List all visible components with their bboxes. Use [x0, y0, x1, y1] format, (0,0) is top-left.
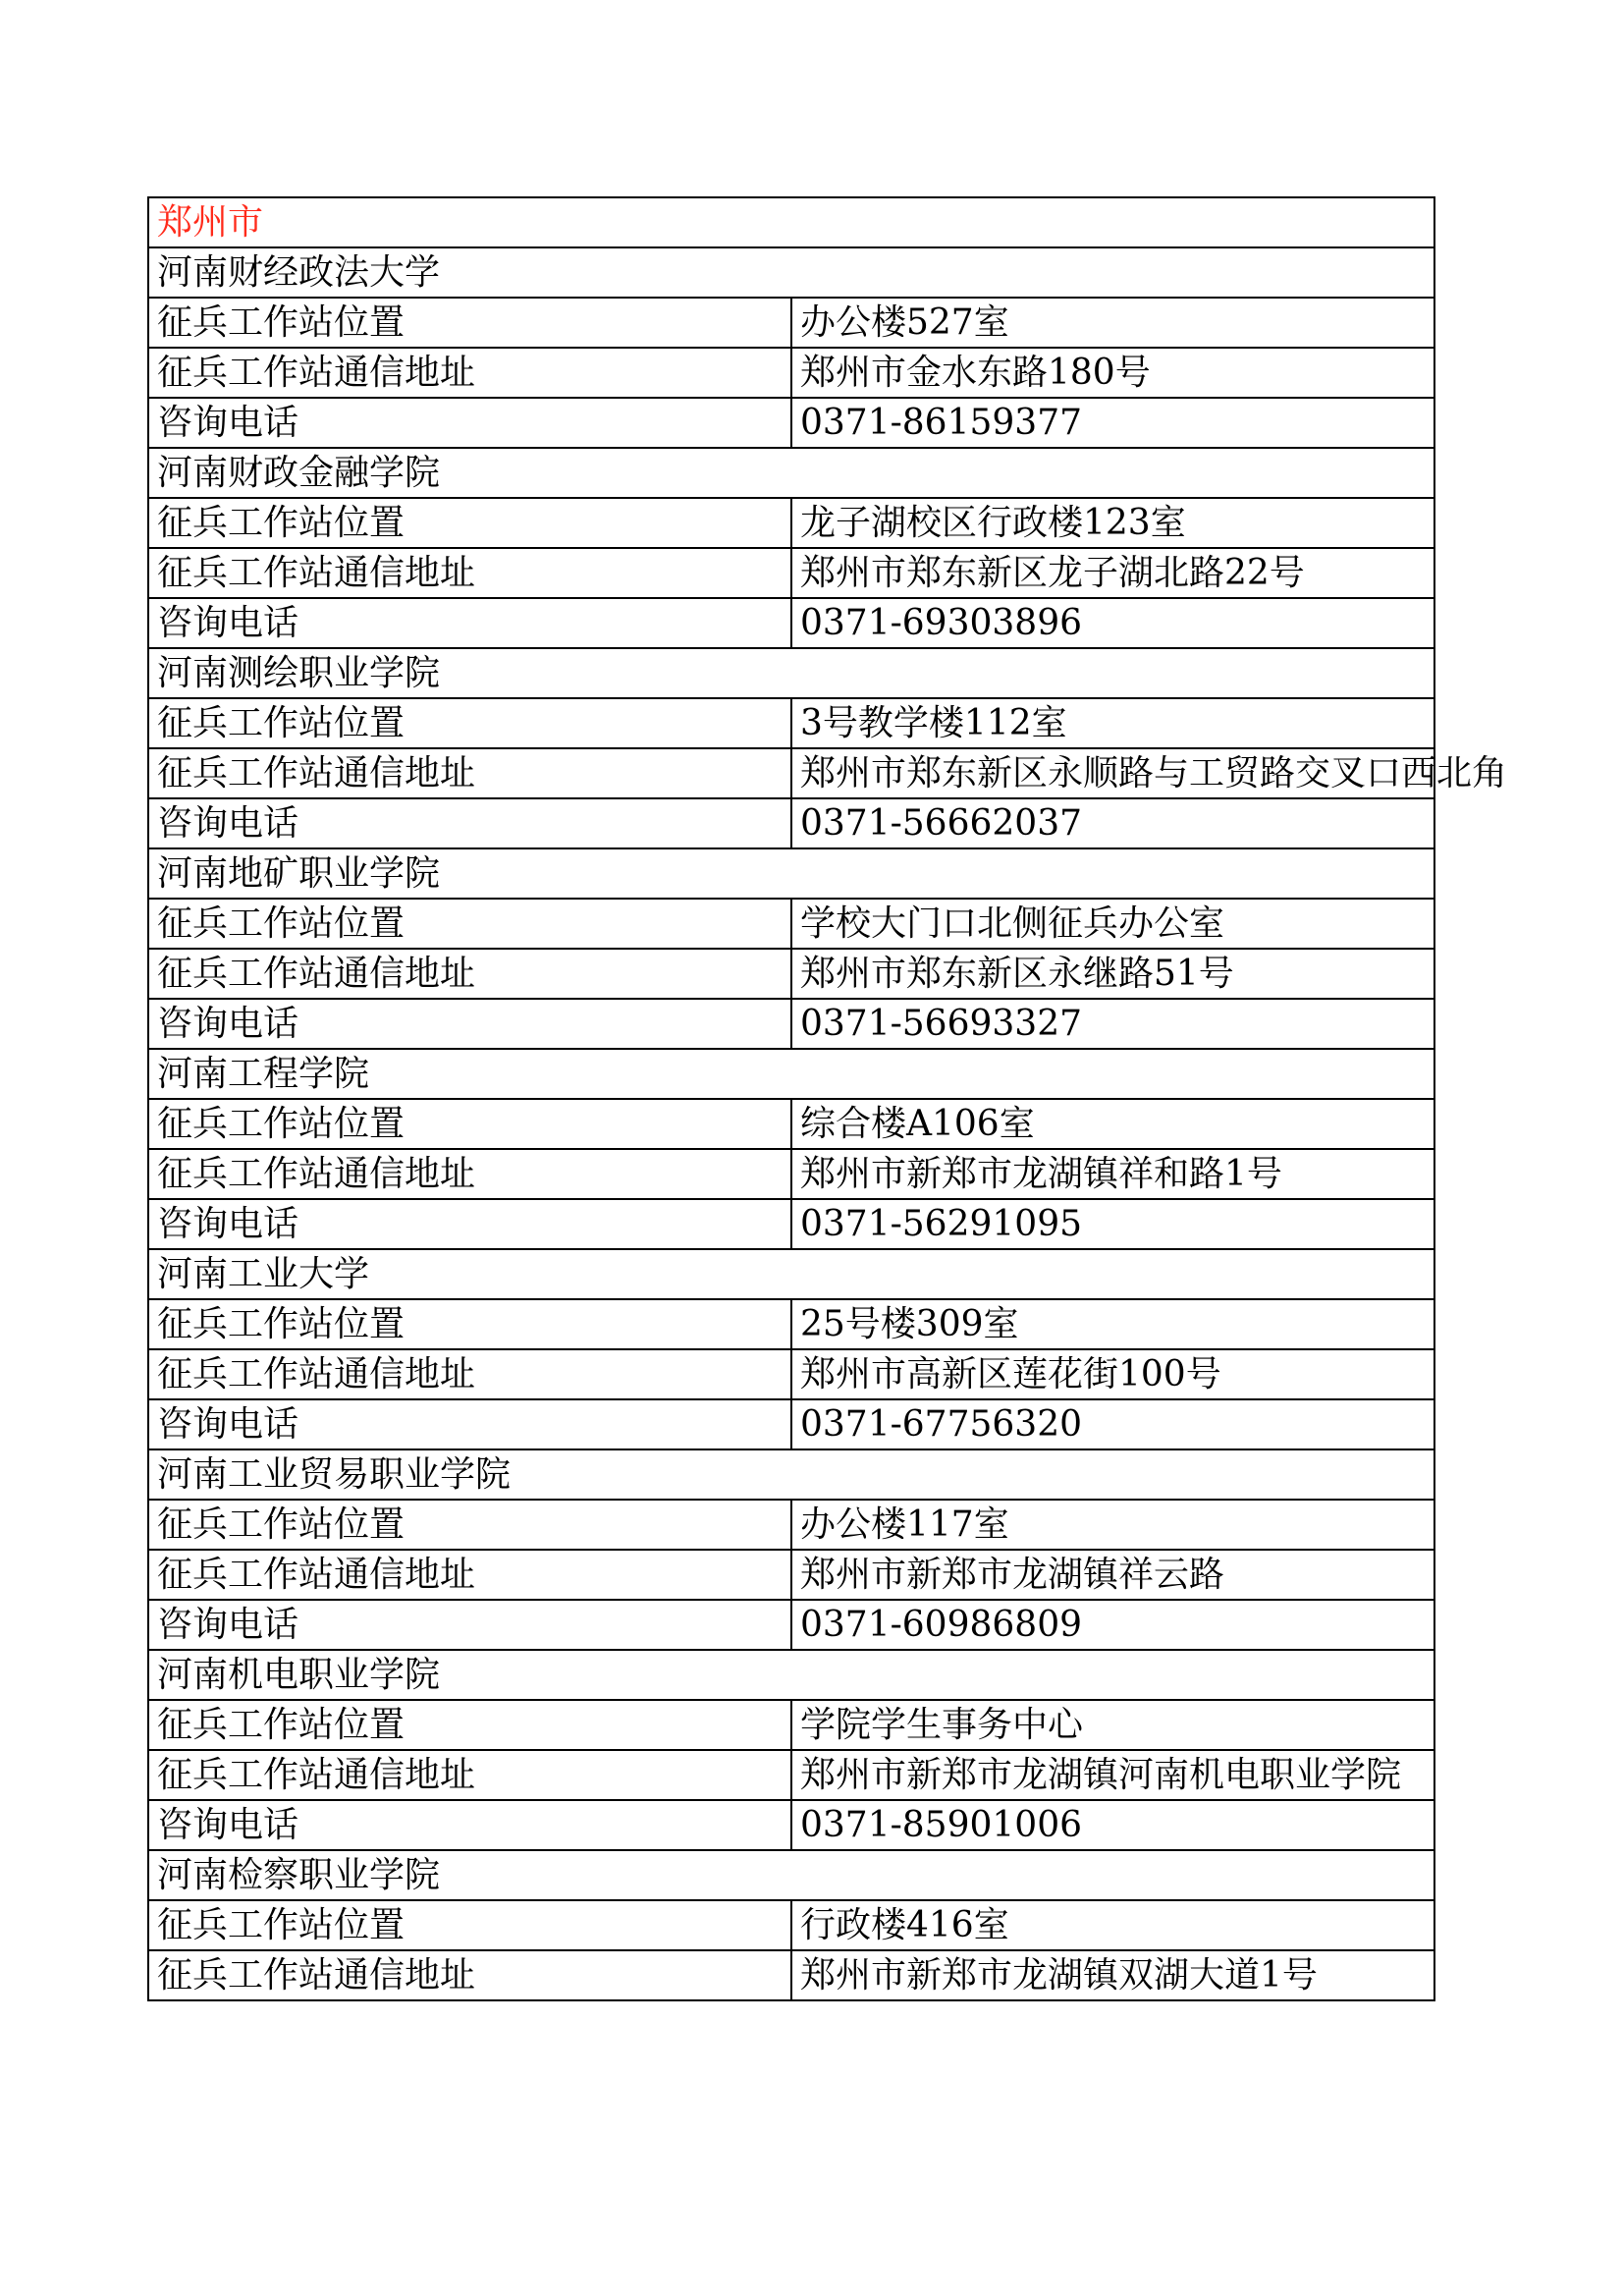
location-value: 学校大门口北侧征兵办公室 — [791, 899, 1434, 949]
school-location-row — [148, 1500, 1434, 1550]
address-value: 郑州市新郑市龙湖镇祥云路 — [791, 1550, 1434, 1600]
address-value: 郑州市金水东路180号 — [791, 348, 1434, 398]
school-name: 河南财经政法大学 — [148, 247, 1434, 298]
school-phone-row — [148, 1199, 1434, 1249]
address-label: 征兵工作站通信地址 — [148, 1950, 791, 2000]
phone-label: 咨询电话 — [148, 999, 791, 1049]
location-value: 办公楼527室 — [791, 298, 1434, 348]
location-label: 征兵工作站位置 — [148, 1900, 791, 1950]
address-value: 郑州市新郑市龙湖镇双湖大道1号 — [791, 1950, 1434, 2000]
location-label: 征兵工作站位置 — [148, 1700, 791, 1750]
address-value: 郑州市郑东新区龙子湖北路22号 — [791, 548, 1434, 598]
address-label: 征兵工作站通信地址 — [148, 748, 791, 798]
address-value: 郑州市新郑市龙湖镇河南机电职业学院 — [791, 1750, 1434, 1800]
school-name: 河南地矿职业学院 — [148, 848, 1434, 899]
phone-label: 咨询电话 — [148, 598, 791, 648]
school-location-row — [148, 1700, 1434, 1750]
location-label: 征兵工作站位置 — [148, 1099, 791, 1149]
school-name: 河南工程学院 — [148, 1049, 1434, 1099]
phone-label: 咨询电话 — [148, 1800, 791, 1850]
school-phone-row — [148, 1399, 1434, 1449]
phone-value: 0371-56662037 — [791, 798, 1434, 848]
school-phone-row — [148, 798, 1434, 848]
school-row — [148, 1049, 1434, 1099]
phone-value: 0371-69303896 — [791, 598, 1434, 648]
address-label: 征兵工作站通信地址 — [148, 1349, 791, 1399]
school-row — [148, 448, 1434, 498]
school-address-row — [148, 949, 1434, 999]
recruitment-station-sheet — [147, 196, 1508, 2001]
school-row — [148, 1650, 1434, 1700]
school-phone-row — [148, 999, 1434, 1049]
school-name: 河南工业贸易职业学院 — [148, 1449, 1434, 1500]
region-title: 郑州市 — [148, 197, 1434, 247]
school-location-row — [148, 1299, 1434, 1349]
phone-label: 咨询电话 — [148, 1600, 791, 1650]
phone-value: 0371-85901006 — [791, 1800, 1434, 1850]
location-value: 25号楼309室 — [791, 1299, 1434, 1349]
region-row — [148, 197, 1434, 247]
school-phone-row — [148, 398, 1434, 448]
school-name: 河南财政金融学院 — [148, 448, 1434, 498]
school-location-row — [148, 698, 1434, 748]
school-address-row — [148, 1750, 1434, 1800]
address-label: 征兵工作站通信地址 — [148, 1149, 791, 1199]
school-name: 河南机电职业学院 — [148, 1650, 1434, 1700]
location-value: 综合楼A106室 — [791, 1099, 1434, 1149]
school-phone-row — [148, 1600, 1434, 1650]
school-row — [148, 848, 1434, 899]
phone-label: 咨询电话 — [148, 398, 791, 448]
address-value: 郑州市郑东新区永顺路与工贸路交叉口西北角 — [791, 748, 1434, 798]
location-value: 龙子湖校区行政楼123室 — [791, 498, 1434, 548]
address-value: 郑州市高新区莲花街100号 — [791, 1349, 1434, 1399]
address-value: 郑州市新郑市龙湖镇祥和路1号 — [791, 1149, 1434, 1199]
address-value: 郑州市郑东新区永继路51号 — [791, 949, 1434, 999]
school-location-row — [148, 899, 1434, 949]
school-address-row — [148, 1550, 1434, 1600]
school-location-row — [148, 498, 1434, 548]
school-row — [148, 1850, 1434, 1900]
school-row — [148, 1249, 1434, 1299]
location-value: 办公楼117室 — [791, 1500, 1434, 1550]
phone-value: 0371-86159377 — [791, 398, 1434, 448]
school-address-row — [148, 1950, 1434, 2000]
phone-value: 0371-56291095 — [791, 1199, 1434, 1249]
school-address-row — [148, 1349, 1434, 1399]
school-row — [148, 1449, 1434, 1500]
school-address-row — [148, 348, 1434, 398]
location-label: 征兵工作站位置 — [148, 298, 791, 348]
address-label: 征兵工作站通信地址 — [148, 1550, 791, 1600]
school-location-row — [148, 298, 1434, 348]
location-label: 征兵工作站位置 — [148, 498, 791, 548]
school-address-row — [148, 1149, 1434, 1199]
phone-value: 0371-67756320 — [791, 1399, 1434, 1449]
phone-label: 咨询电话 — [148, 1399, 791, 1449]
school-row — [148, 247, 1434, 298]
school-location-row — [148, 1900, 1434, 1950]
location-value: 学院学生事务中心 — [791, 1700, 1434, 1750]
school-name: 河南检察职业学院 — [148, 1850, 1434, 1900]
phone-value: 0371-56693327 — [791, 999, 1434, 1049]
school-address-row — [148, 548, 1434, 598]
location-label: 征兵工作站位置 — [148, 1500, 791, 1550]
phone-value: 0371-60986809 — [791, 1600, 1434, 1650]
phone-label: 咨询电话 — [148, 1199, 791, 1249]
location-label: 征兵工作站位置 — [148, 698, 791, 748]
address-label: 征兵工作站通信地址 — [148, 348, 791, 398]
address-label: 征兵工作站通信地址 — [148, 1750, 791, 1800]
school-phone-row — [148, 1800, 1434, 1850]
location-value: 3号教学楼112室 — [791, 698, 1434, 748]
school-location-row — [148, 1099, 1434, 1149]
address-label: 征兵工作站通信地址 — [148, 548, 791, 598]
location-value: 行政楼416室 — [791, 1900, 1434, 1950]
location-label: 征兵工作站位置 — [148, 1299, 791, 1349]
address-label: 征兵工作站通信地址 — [148, 949, 791, 999]
school-row — [148, 648, 1434, 698]
school-address-row — [148, 748, 1434, 798]
school-phone-row — [148, 598, 1434, 648]
recruitment-station-table — [147, 196, 1508, 2001]
phone-label: 咨询电话 — [148, 798, 791, 848]
school-name: 河南测绘职业学院 — [148, 648, 1434, 698]
location-label: 征兵工作站位置 — [148, 899, 791, 949]
school-name: 河南工业大学 — [148, 1249, 1434, 1299]
